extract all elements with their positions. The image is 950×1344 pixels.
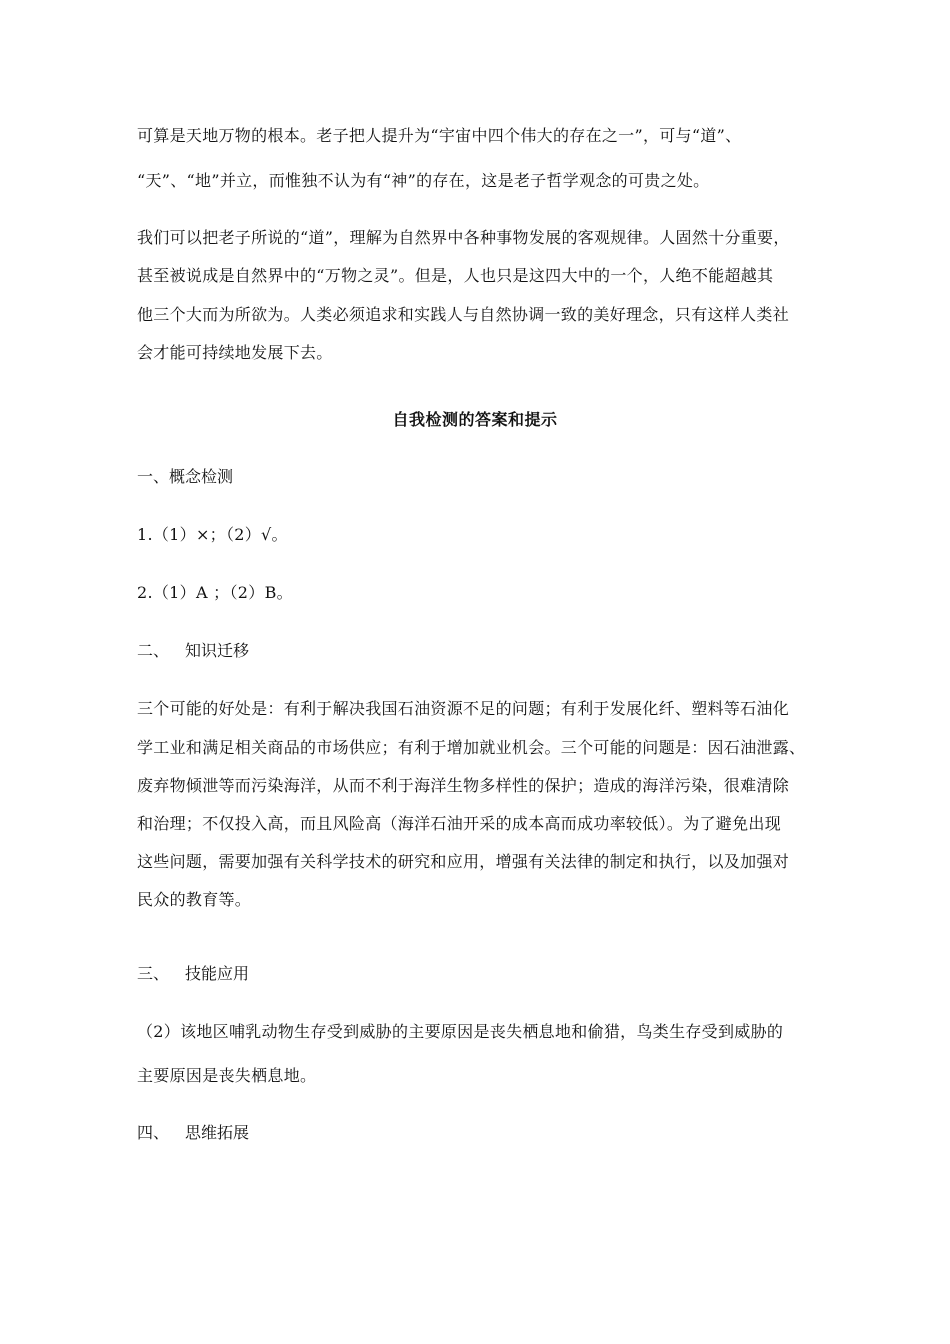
section-title-knowledge-transfer [137,640,249,662]
section-number: 三、 [137,964,170,983]
text-line: 甚至被说成是自然界中的“万物之灵”。但是，人也只是这四大中的一个，人绝不能超越其 [137,266,774,285]
text-line: 学工业和满足相关商品的市场供应；有利于增加就业机会。三个可能的问题是：因石油泄露、 [137,738,806,757]
text-line: 可算是天地万物的根本。老子把人提升为“宇宙中四个伟大的存在之一”，可与“道”、 [137,126,742,145]
answer-item: 2.（1）A ；（2）B。 [137,583,293,602]
text-line: 和治理；不仅投入高，而且风险高（海洋石油开采的成本高而成功率较低）。为了避免出现 [137,814,782,833]
section-title-concept-check: 一、概念检测 [137,467,234,486]
text-line: 废弃物倾泄等而污染海洋，从而不利于海洋生物多样性的保护；造成的海洋污染，很难清除 [137,776,790,795]
section-title-text: 技能应用 [185,964,250,983]
section-title-text: 思维拓展 [185,1123,250,1142]
text-line: “天”、“地”并立，而惟独不认为有“神”的存在，这是老子哲学观念的可贵之处。 [137,171,710,190]
text-line: 主要原因是丧失栖息地。 [137,1066,317,1085]
text-line: 会才能可持续地发展下去。 [137,343,333,362]
answer-item: 1.（1）×；（2）√。 [137,525,288,544]
section-number: 四、 [137,1123,170,1142]
text-line: 我们可以把老子所说的“道”，理解为自然界中各种事物发展的客观规律。人固然十分重要， [137,228,790,247]
section-title-thinking-extension [137,1122,249,1144]
section-title-text: 知识迁移 [185,641,250,660]
text-line: 他三个大而为所欲为。人类必须追求和实践人与自然协调一致的美好理念，只有这样人类社 [137,305,790,324]
section-number: 二、 [137,641,170,660]
section-title-skill-application [137,963,249,985]
answers-heading: 自我检测的答案和提示 [392,410,558,429]
text-line: （2）该地区哺乳动物生存受到威胁的主要原因是丧失栖息地和偷猎，鸟类生存受到威胁的 [137,1022,784,1041]
text-line: 民众的教育等。 [137,890,252,909]
text-line: 三个可能的好处是：有利于解决我国石油资源不足的问题；有利于发展化纤、塑料等石油化 [137,699,790,718]
text-line: 这些问题，需要加强有关科学技术的研究和应用，增强有关法律的制定和执行，以及加强对 [137,852,790,871]
